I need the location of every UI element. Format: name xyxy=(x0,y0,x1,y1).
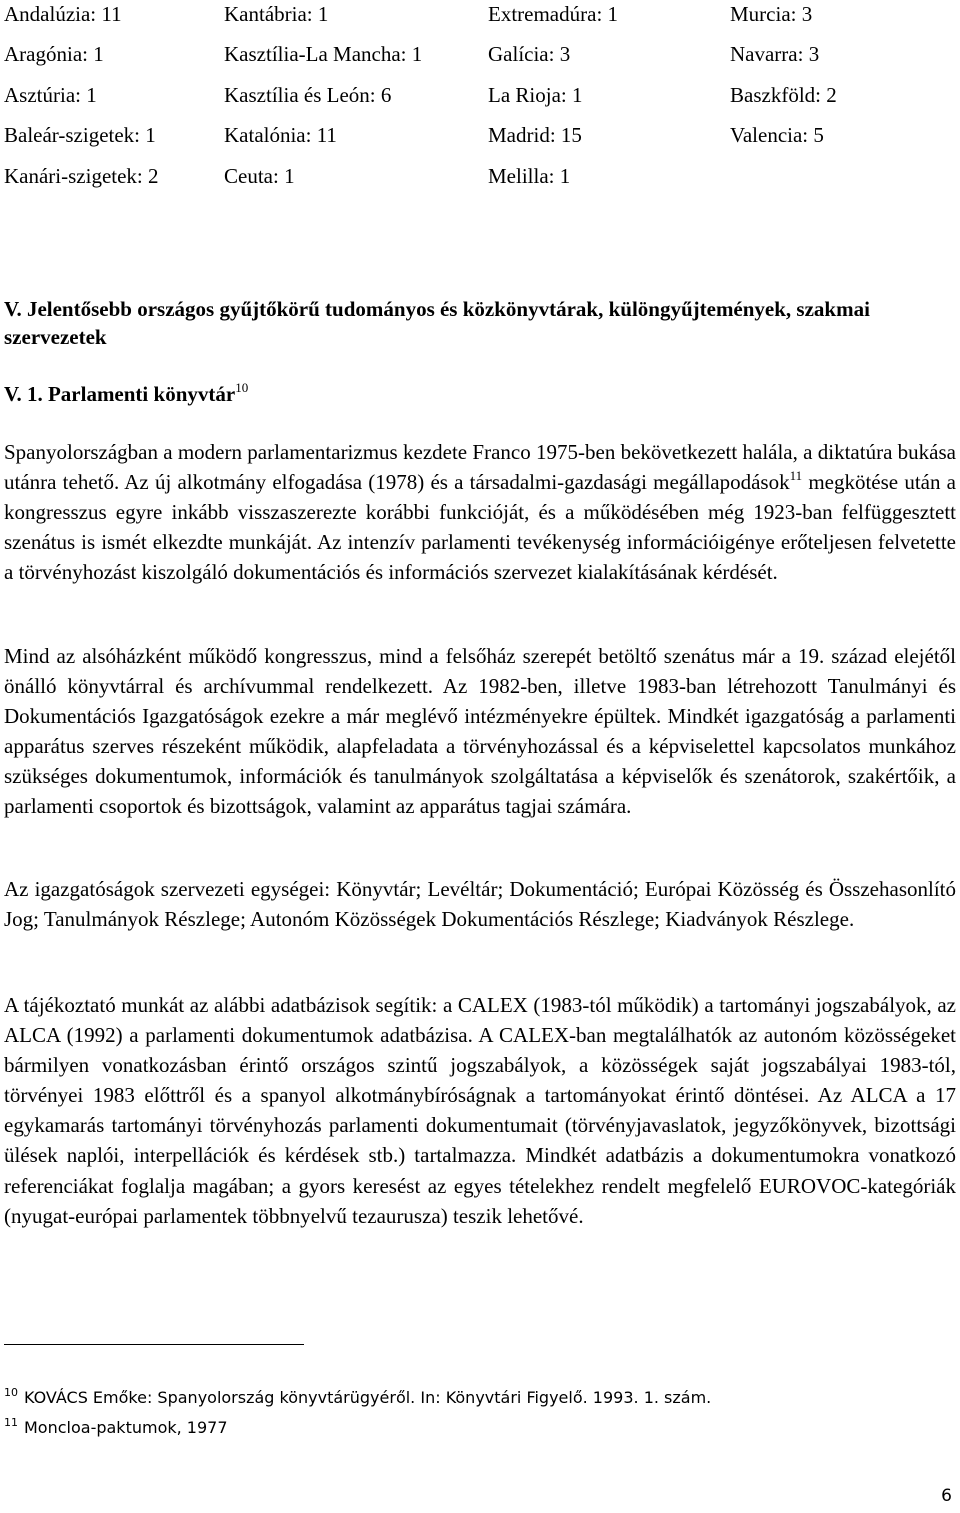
region-cell: Valencia: 5 xyxy=(730,123,824,147)
regions-row xyxy=(0,164,960,204)
page-number: 6 xyxy=(941,1486,952,1506)
regions-row xyxy=(0,123,960,163)
footnote-text: KOVÁCS Emőke: Spanyolország könyvtárügyéről. In: Könyvtári Figyelő. 1993. 1. szám. xyxy=(24,1388,712,1407)
region-cell: Baszkföld: 2 xyxy=(730,83,837,107)
subsection-heading xyxy=(4,380,956,408)
footnote xyxy=(4,1418,228,1438)
paragraph-4: A tájékoztató munkát az alábbi adatbázisok segítik: a CALEX (1983-tól működik) a tartományi jogszabályok, az ALCA (1992) a parlamenti dokumentumok adatbázisa. A CALEX-ban megtalálhatók az autonóm közösségeket bármilyen vonatkozásban érintő országos szintű jogszabályok, a közösségek saját jogszabályai 1983-tól, törvényei 1983 előttről és a spanyol alkotmánybíróságnak a tartományokat érintő döntései. Az ALCA a 17 egykamarás tartományi törvényhozás parlamenti dokumentumait (törvényjavaslatok, jegyzőkönyvek, bizottsági ülések naplói, interpellációk és kérdések stb.) tartalmazza. Mindkét adatbázis a dokumentumokra vonatkozó referenciákat foglalja magában; a gyors keresést az egyes tételekhez rendelt megfelelő EUROVOC-kategóriák (nyugat-európai parlamentek többnyelvű tezaurusza) teszik lehetővé. xyxy=(4,993,956,1228)
region-cell: Andalúzia: 11 xyxy=(4,2,122,26)
region-cell: Murcia: 3 xyxy=(730,2,813,26)
region-cell: Baleár-szigetek: 1 xyxy=(4,123,156,147)
region-cell: Navarra: 3 xyxy=(730,42,820,66)
region-cell: Kanári-szigetek: 2 xyxy=(4,164,159,188)
subsection-title: V. 1. Parlamenti könyvtár xyxy=(4,382,236,406)
regions-row xyxy=(0,2,960,42)
region-cell: Kantábria: 1 xyxy=(224,2,329,26)
footnote-ref-11: 11 xyxy=(789,468,803,484)
regions-row xyxy=(0,42,960,82)
paragraph-1-text-b: megkötése után a kongresszus egyre inkább visszaszerezte korábbi funkcióját, és a működésében még 1923-ban felfüggesztett szenátus is ismét elkezdte munkáját. Az intenzív parlamenti tevékenység információigénye erőteljesen felvetette a törvényhozást kiszolgáló dokumentációs és információs szervezet kialakításának kérdését. xyxy=(4,470,956,585)
region-cell: Melilla: 1 xyxy=(488,164,571,188)
paragraph-3: Az igazgatóságok szervezeti egységei: Könyvtár; Levéltár; Dokumentáció; Európai Közösség és Összehasonlító Jog; Tanulmányok Részlege; Autonóm Közösségek Dokumentációs Részlege; Kiadványok Részlege. xyxy=(4,877,956,932)
region-cell: Aragónia: 1 xyxy=(4,42,104,66)
footnote-number: 11 xyxy=(4,1416,18,1429)
footnote-ref-10: 10 xyxy=(235,380,249,395)
footnote-number: 10 xyxy=(4,1386,18,1399)
paragraph-2: Mind az alsóházként működő kongresszus, mind a felsőház szerepét betöltő szenátus már a 19. század elejétől önálló könyvtárral és archívummal rendelkezett. Az 1982-ben, illetve 1983-ban létrehozott Tanulmányi és Dokumentációs Igazgatóságok ezekre a már meglévő intézményekre épültek. Mindkét igazgatóság a parlamenti apparátus szerves részeként működik, alapfeladata a törvényhozással és a képviselettel kapcsolatos munkához szükséges dokumentumok, információk és tanulmányok szolgáltatása a képviselők és szenátorok, szakértőik, a parlamenti csoportok és bizottságok, valamint az apparátus tagjai számára. xyxy=(4,644,956,819)
regions-row xyxy=(0,83,960,123)
footnote-divider xyxy=(4,1344,304,1345)
region-cell: Madrid: 15 xyxy=(488,123,582,147)
region-cell: Asztúria: 1 xyxy=(4,83,97,107)
region-cell: Galícia: 3 xyxy=(488,42,571,66)
region-cell: Extremadúra: 1 xyxy=(488,2,619,26)
region-cell: Ceuta: 1 xyxy=(224,164,295,188)
region-cell: Kasztília-La Mancha: 1 xyxy=(224,42,423,66)
region-cell: Kasztília és León: 6 xyxy=(224,83,392,107)
footnote xyxy=(4,1388,711,1408)
section-heading: V. Jelentősebb országos gyűjtőkörű tudományos és közkönyvtárak, különgyűjtemények, szakmai szervezetek xyxy=(4,297,870,349)
paragraph-1-text-a: Spanyolországban a modern parlamentarizmus kezdete Franco 1975-ben bekövetkezett halála, a diktatúra bukása utánra tehető. Az új alkotmány elfogadása (1978) és a társadalmi-gazdasági megállapodások xyxy=(4,440,956,495)
paragraph-1 xyxy=(4,437,956,587)
region-cell: Katalónia: 11 xyxy=(224,123,337,147)
region-cell: La Rioja: 1 xyxy=(488,83,583,107)
footnote-text: Moncloa-paktumok, 1977 xyxy=(24,1418,228,1437)
